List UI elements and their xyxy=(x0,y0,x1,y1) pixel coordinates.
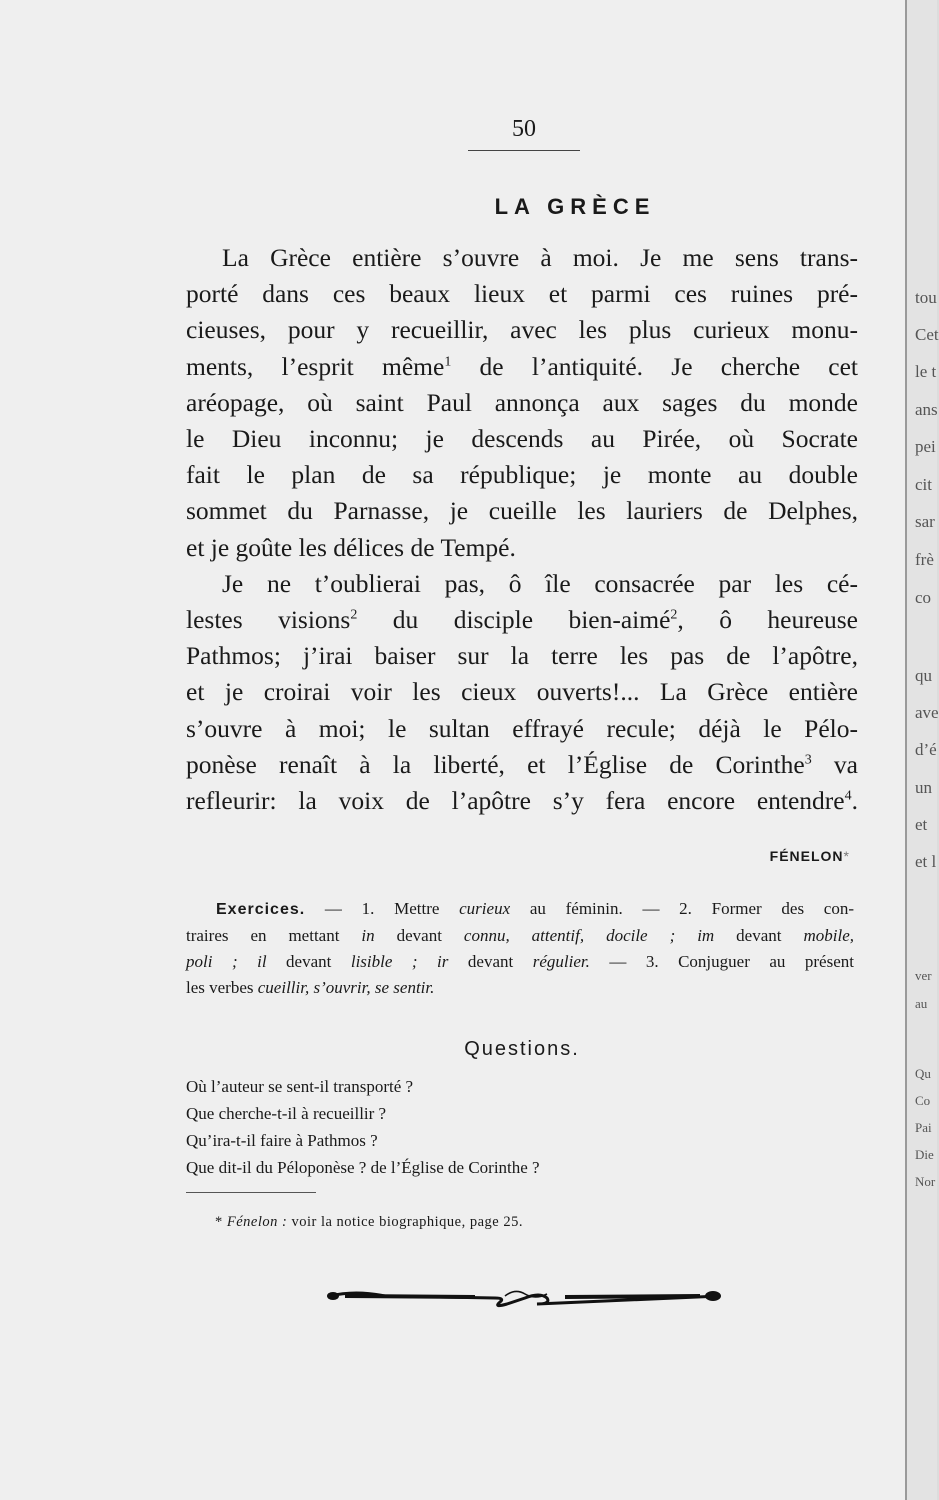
text-line: Pathmos; j’irai baiser sur la terre les pas de l’apôtre, xyxy=(186,641,858,671)
ornament-divider xyxy=(325,1278,725,1318)
exercises-block xyxy=(186,896,854,1001)
footnote-ref: 4 xyxy=(844,788,852,804)
italic-word: mobile, xyxy=(803,926,854,945)
edge-fragment: co xyxy=(915,588,932,607)
footnote-mark: * xyxy=(215,1214,227,1230)
footnote xyxy=(215,1214,715,1231)
exercise-line xyxy=(186,923,854,949)
page-title: LA GRÈCE xyxy=(494,194,656,219)
questions-title: Questions. xyxy=(464,1038,580,1060)
questions-list xyxy=(186,1073,806,1181)
text-fragment: au féminin. — 2. Former des con- xyxy=(510,899,854,918)
footnote-ref: 3 xyxy=(804,752,812,768)
text-fragment: du disciple bien-aimé xyxy=(357,605,671,635)
edge-fragment: Pai xyxy=(915,1120,932,1135)
edge-fragment: un xyxy=(915,778,932,797)
edge-fragment: cit xyxy=(915,475,932,494)
footnote-name: Fénelon : xyxy=(226,1214,288,1230)
edge-fragment: Nor xyxy=(915,1174,936,1189)
author-name: FÉNELON xyxy=(769,848,844,864)
italic-word: connu, attentif, docile ; im xyxy=(463,926,715,945)
italic-word: poli ; il xyxy=(186,952,267,971)
text-line: le Dieu inconnu; je descends au Pirée, où Socrate xyxy=(186,424,858,454)
text-line: La Grèce entière s’ouvre à moi. Je me sens trans- xyxy=(222,243,858,272)
author-mark: * xyxy=(843,848,850,864)
paragraph-2 xyxy=(186,566,858,819)
text-fragment: les verbes xyxy=(186,978,258,997)
next-page-edge xyxy=(905,0,937,1500)
text-line: et je croirai voir les cieux ouverts!... La Grèce entière xyxy=(186,677,858,707)
text-fragment: devant xyxy=(266,952,351,971)
footnote-text: voir la notice biographique, page 25. xyxy=(287,1214,523,1230)
page-number: 50 xyxy=(512,116,536,142)
footnote-ref: 2 xyxy=(350,607,358,623)
text-fragment: refleurir: la voix de l’apôtre s’y fera encore entendre xyxy=(186,786,845,816)
text-fragment: ponèse renaît à la liberté, et l’Église de Corinthe xyxy=(186,749,805,779)
edge-fragment: ver xyxy=(915,968,932,983)
edge-fragment: et xyxy=(915,815,928,834)
paragraph-1 xyxy=(186,240,858,566)
question-item: Que dit-il du Péloponèse ? de l’Église de Corinthe ? xyxy=(186,1158,540,1177)
edge-fragment: d’é xyxy=(915,740,937,759)
page-number-rule xyxy=(468,150,580,151)
question-item: Où l’auteur se sent-il transporté ? xyxy=(186,1077,414,1096)
text-fragment: lestes visions xyxy=(186,605,351,635)
edge-fragment: qu xyxy=(915,666,932,685)
edge-fragment: Cet xyxy=(915,325,939,344)
exercises-heading: Exercices. xyxy=(216,901,306,918)
text-line: porté dans ces beaux lieux et parmi ces ruines pré- xyxy=(186,279,858,309)
edge-fragment: ans xyxy=(915,400,938,419)
text-fragment: . xyxy=(851,786,858,816)
text-line: Je ne t’oublierai pas, ô île consacrée par les cé- xyxy=(222,568,858,598)
text-line: s’ouvre à moi; le sultan effrayé recule; déjà le Pélo- xyxy=(186,713,858,743)
author-attribution xyxy=(690,848,850,864)
edge-fragment: Qu xyxy=(915,1066,931,1081)
text-line: fait le plan de sa république; je monte au double xyxy=(186,460,858,490)
edge-fragment: Co xyxy=(915,1093,931,1108)
text-fragment: — 3. Conjuguer au présent xyxy=(589,952,854,971)
edge-fragment: pei xyxy=(915,437,936,456)
edge-fragment: et l xyxy=(915,852,937,871)
edge-fragment: frè xyxy=(915,550,934,569)
italic-word: lisible ; ir xyxy=(350,952,449,971)
text-fragment: traires en mettant xyxy=(186,926,362,945)
text-line xyxy=(186,602,858,638)
italic-word: cueillir, s’ouvrir, se sentir. xyxy=(257,978,435,997)
text-fragment: de l’antiquité. Je cherche cet xyxy=(451,351,858,381)
edge-fragment: au xyxy=(915,996,928,1011)
edge-fragment: ave xyxy=(915,703,939,722)
text-fragment: , ô heureuse xyxy=(677,605,859,635)
exercise-line xyxy=(186,896,854,923)
text-line xyxy=(186,349,858,385)
text-line: aréopage, où saint Paul annonça aux sages du monde xyxy=(186,387,858,417)
text-fragment: devant xyxy=(448,952,533,971)
edge-fragment: tou xyxy=(915,288,937,307)
text-line: et je goûte les délices de Tempé. xyxy=(186,532,516,562)
italic-word: régulier. xyxy=(532,952,590,971)
italic-word: curieux xyxy=(459,899,511,918)
main-text xyxy=(186,240,858,819)
italic-word: in xyxy=(361,926,375,945)
edge-fragment: Die xyxy=(915,1147,934,1162)
text-fragment: va xyxy=(811,749,858,779)
text-fragment: — 1. Mettre xyxy=(305,899,460,918)
text-line xyxy=(186,747,858,783)
question-item: Qu’ira-t-il faire à Pathmos ? xyxy=(186,1131,378,1150)
question-item: Que cherche-t-il à recueillir ? xyxy=(186,1104,387,1123)
footnote-ref: 1 xyxy=(444,354,452,370)
text-line: cieuses, pour y recueillir, avec les plus curieux monu- xyxy=(186,315,858,345)
footnote-rule xyxy=(186,1192,316,1193)
text-fragment: devant xyxy=(714,926,804,945)
text-line: sommet du Parnasse, je cueille les lauriers de Delphes, xyxy=(186,496,858,526)
text-fragment: ments, l’esprit même xyxy=(186,351,445,381)
edge-fragment: sar xyxy=(915,512,935,531)
exercise-line xyxy=(186,949,854,975)
edge-fragment: le t xyxy=(915,362,937,381)
exercise-line xyxy=(186,975,854,1001)
footnote-ref: 2 xyxy=(670,607,678,623)
text-fragment: devant xyxy=(374,926,464,945)
text-line xyxy=(186,783,858,819)
